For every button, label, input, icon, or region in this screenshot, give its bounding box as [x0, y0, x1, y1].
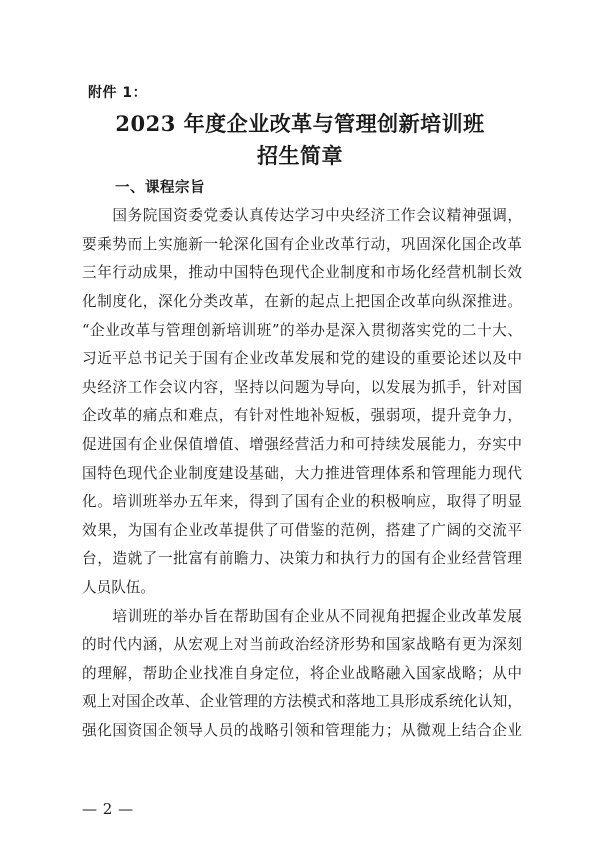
body-line: 的理解，帮助企业找准自身定位，将企业战略融入国家战略；从中 — [82, 665, 522, 682]
body-line: 企改革的痛点和难点，有针对性地补短板，强弱项，提升竞争力， — [82, 407, 522, 424]
body-line: 促进国有企业保值增值、增强经营活力和可持续发展能力，夯实中 — [82, 436, 522, 453]
body-line: 化制度化，深化分类改革，在新的起点上把国企改革向纵深推进。 — [82, 293, 522, 310]
body-line: 台，造就了一批富有前瞻力、决策力和执行力的国有企业经营管理 — [82, 550, 522, 567]
body-line: 人员队伍。 — [82, 579, 155, 596]
attachment-label: 附件 1： — [88, 85, 148, 101]
body-line: 国务院国资委党委认真传达学习中央经济工作会议精神强调， — [82, 207, 522, 224]
body-line: 的时代内涵，从宏观上对当前政治经济形势和国家战略有更为深刻 — [82, 636, 522, 653]
body-line: 培训班的举办旨在帮助国有企业从不同视角把握企业改革发展 — [82, 608, 522, 625]
body-line: 习近平总书记关于国有企业改革发展和党的建设的重要论述以及中 — [82, 350, 522, 367]
page-number: — 2 — — [82, 800, 134, 818]
body-line: 化。培训班举办五年来，得到了国有企业的积极响应，取得了明显 — [82, 493, 522, 510]
body-line: “企业改革与管理创新培训班”的举办是深入贯彻落实党的二十大、 — [82, 322, 522, 339]
body-line: 要乘势而上实施新一轮深化国有企业改革行动，巩固深化国企改革 — [82, 236, 522, 253]
document-title-line2: 招生简章 — [257, 143, 343, 168]
body-line: 观上对国企改革、企业管理的方法模式和落地工具形成系统化认知， — [82, 693, 522, 710]
section-heading: 一、课程宗旨 — [115, 180, 205, 196]
body-line: 国特色现代企业制度建设基础，大力推进管理体系和管理能力现代 — [82, 465, 522, 482]
document-title-line1: 2023 年度企业改革与管理创新培训班 — [115, 111, 485, 136]
body-line: 强化国资国企领导人员的战略引领和管理能力；从微观上结合企业 — [82, 722, 522, 739]
body-line: 效果，为国有企业改革提供了可借鉴的范例，搭建了广阔的交流平 — [82, 522, 522, 539]
body-line: 三年行动成果，推动中国特色现代企业制度和市场化经营机制长效 — [82, 264, 522, 281]
body-line: 央经济工作会议内容，坚持以问题为导向，以发展为抓手，针对国 — [82, 379, 522, 396]
